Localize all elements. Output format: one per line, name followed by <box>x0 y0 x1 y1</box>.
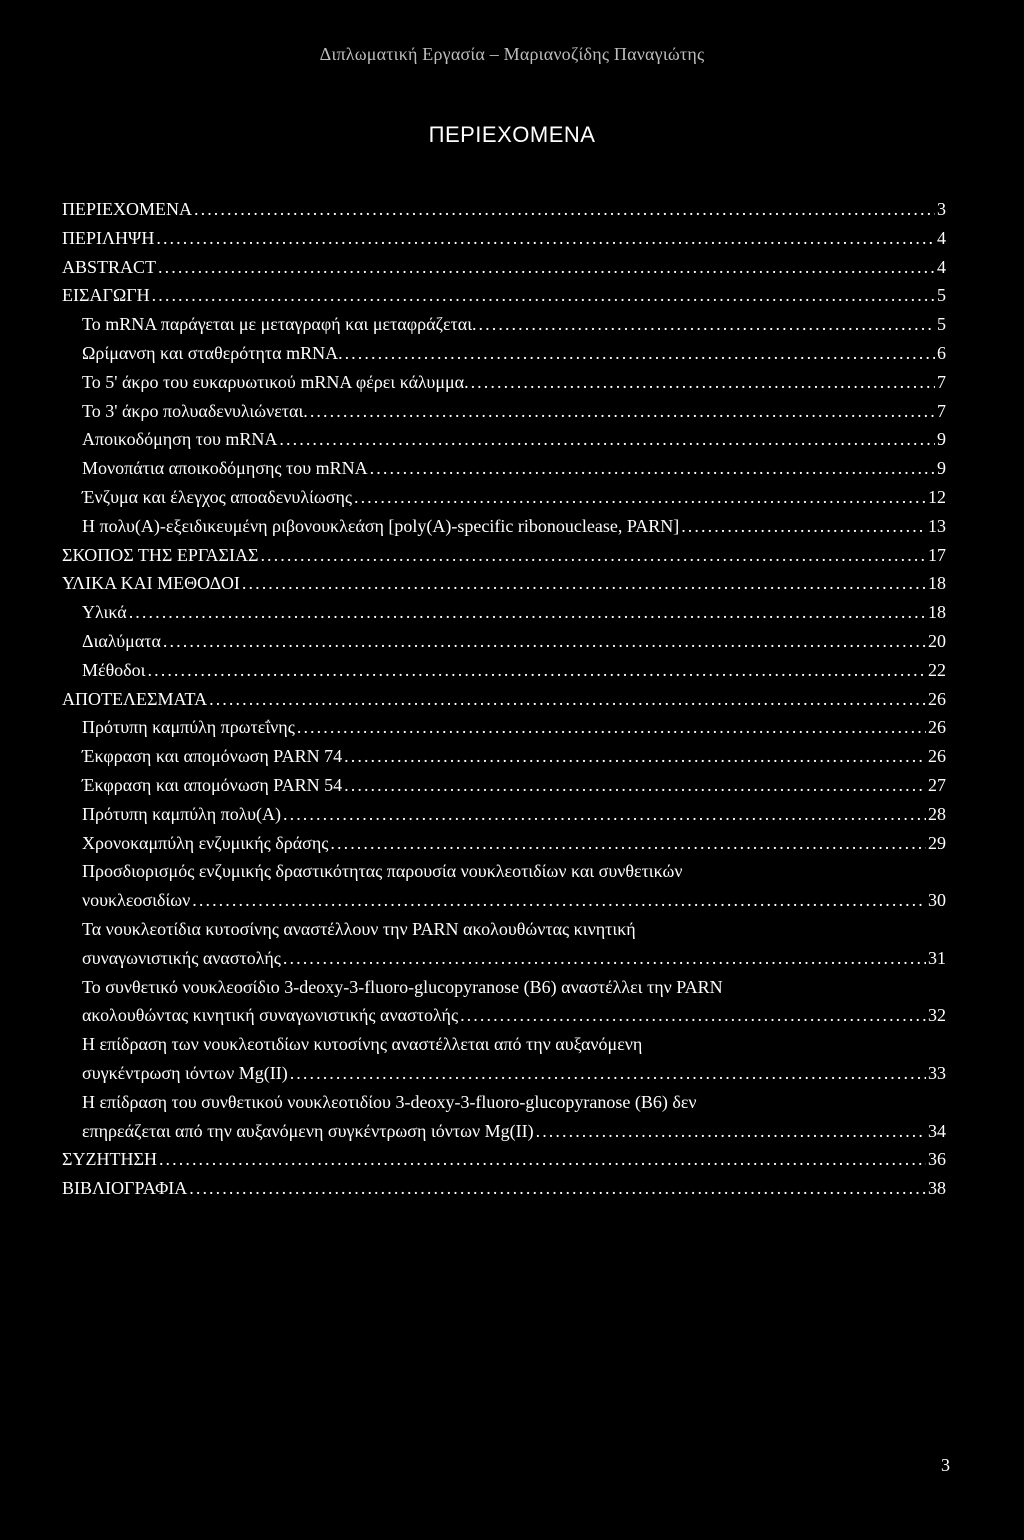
dot-leader <box>242 569 926 598</box>
toc-entry[interactable] <box>62 541 946 570</box>
dot-leader <box>152 281 935 310</box>
toc-entry[interactable] <box>62 569 946 598</box>
toc-entry-label: ΣΚΟΠΟΣ ΤΗΣ ΕΡΓΑΣΙΑΣ <box>62 544 259 565</box>
toc-entry-label: συναγωνιστικής αναστολής <box>82 947 281 968</box>
toc-entry-page: 20 <box>928 630 946 651</box>
toc-entry-label: Πρότυπη καμπύλη πολυ(Α) <box>82 803 281 824</box>
dot-leader <box>148 656 926 685</box>
dot-leader <box>681 512 926 541</box>
toc-entry-label: Μονοπάτια αποικοδόμησης του mRNA <box>82 458 368 479</box>
dot-leader <box>194 195 935 224</box>
toc-entry[interactable] <box>62 800 946 829</box>
toc-entry-label: επηρεάζεται από την αυξανόμενη συγκέντρωση ιόντων Mg(II) <box>82 1120 534 1141</box>
dot-leader <box>460 1001 926 1030</box>
dot-leader <box>209 685 926 714</box>
toc-entry-page: 13 <box>928 515 946 536</box>
toc-entry[interactable] <box>62 281 946 310</box>
toc-entry-page: 9 <box>937 429 946 450</box>
toc-entry-label: Διαλύματα <box>82 630 161 651</box>
table-of-contents <box>62 195 946 1203</box>
dot-leader <box>159 1145 926 1174</box>
page-title: ΠΕΡΙΕΧΟΜΕΝΑ <box>428 122 596 147</box>
toc-entry[interactable] <box>62 310 946 339</box>
dot-leader <box>279 425 935 454</box>
dot-leader <box>310 397 935 426</box>
toc-entry[interactable] <box>62 656 946 685</box>
toc-entry-label: ακολουθώντας κινητική συναγωνιστικής αναστολής <box>82 1005 459 1026</box>
toc-entry[interactable] <box>62 713 946 742</box>
dot-leader <box>283 944 926 973</box>
toc-entry-label: Ένζυμα και έλεγχος αποαδενυλίωσης <box>82 486 352 507</box>
toc-entry[interactable] <box>62 915 946 973</box>
toc-entry[interactable] <box>62 1030 946 1088</box>
toc-entry-label: ΣΥΖΗΤΗΣΗ <box>62 1149 157 1170</box>
toc-entry-page: 33 <box>928 1062 946 1083</box>
toc-entry-label: Έκφραση και απομόνωση PARN 54 <box>82 774 343 795</box>
toc-entry-page: 26 <box>928 746 946 767</box>
toc-entry[interactable] <box>62 1088 946 1146</box>
toc-entry-label: ΑΠΟΤΕΛΕΣΜΑΤΑ <box>62 688 208 709</box>
toc-entry-page: 34 <box>928 1120 946 1141</box>
toc-entry-label: ΥΛΙΚΑ ΚΑΙ ΜΕΘΟΔΟΙ <box>62 573 240 594</box>
toc-entry-page: 22 <box>928 659 946 680</box>
dot-leader <box>156 224 935 253</box>
dot-leader <box>192 886 926 915</box>
toc-entry-page: 26 <box>928 688 946 709</box>
toc-entry-label: Το 5' άκρο του ευκαρυωτικού mRNA φέρει κάλυμμα. <box>82 371 469 392</box>
dot-leader <box>189 1174 926 1203</box>
toc-entry[interactable] <box>62 857 946 915</box>
dot-leader <box>345 339 935 368</box>
toc-entry-page: 26 <box>928 717 946 738</box>
dot-leader <box>344 771 926 800</box>
toc-entry-page: 9 <box>937 458 946 479</box>
toc-entry[interactable] <box>62 742 946 771</box>
toc-entry[interactable] <box>62 195 946 224</box>
dot-leader <box>479 310 935 339</box>
toc-entry[interactable] <box>62 339 946 368</box>
dot-leader <box>158 253 935 282</box>
toc-entry[interactable] <box>62 627 946 656</box>
toc-entry-page: 18 <box>928 602 946 623</box>
dot-leader <box>536 1117 926 1146</box>
dot-leader <box>370 454 935 483</box>
dot-leader <box>260 541 926 570</box>
toc-entry-label: ΠΕΡΙΛΗΨΗ <box>62 227 155 248</box>
toc-entry[interactable] <box>62 973 946 1031</box>
toc-entry-label: ΕΙΣΑΓΩΓΗ <box>62 285 150 306</box>
toc-entry-page: 32 <box>928 1005 946 1026</box>
toc-entry-label: Μέθοδοι <box>82 659 146 680</box>
toc-entry-label: συγκέντρωση ιόντων Mg(II) <box>82 1062 288 1083</box>
toc-entry-label: Έκφραση και απομόνωση PARN 74 <box>82 746 343 767</box>
toc-entry[interactable] <box>62 224 946 253</box>
page-number: 3 <box>941 1455 950 1475</box>
toc-entry-label-first-line: Η επίδραση των νουκλεοτιδίων κυτοσίνης αναστέλλεται από την αυξανόμενη <box>82 1034 643 1055</box>
dot-leader <box>330 829 926 858</box>
toc-entry-label-first-line: Η επίδραση του συνθετικού νουκλεοτιδίου 3-deoxy-3-fluoro-glucopyranose (B6) δεν <box>82 1091 697 1112</box>
toc-entry-label: Πρότυπη καμπύλη πρωτεΐνης <box>82 717 295 738</box>
toc-entry-page: 7 <box>937 400 946 421</box>
toc-entry-label: Η πολυ(Α)-εξειδικευμένη ριβονουκλεάση [poly(A)-specific ribonouclease, PARN] <box>82 515 680 536</box>
dot-leader <box>163 627 926 656</box>
toc-entry[interactable] <box>62 368 946 397</box>
toc-entry[interactable] <box>62 1174 946 1203</box>
toc-entry-label: Ωρίμανση και σταθερότητα mRNA. <box>82 342 343 363</box>
toc-entry-page: 5 <box>937 314 946 335</box>
toc-entry-page: 38 <box>928 1178 946 1199</box>
toc-entry-page: 5 <box>937 285 946 306</box>
toc-entry-label-first-line: Τα νουκλεοτίδια κυτοσίνης αναστέλλουν την PARN ακολουθώντας κινητική <box>82 918 636 939</box>
toc-entry[interactable] <box>62 425 946 454</box>
toc-entry-label: Αποικοδόμηση του mRNA <box>82 429 278 450</box>
toc-entry-label-first-line: Προσδιορισμός ενζυμικής δραστικότητας παρουσία νουκλεοτιδίων και συνθετικών <box>82 861 683 882</box>
toc-entry[interactable] <box>62 253 946 282</box>
toc-entry-label: νουκλεοσιδίων <box>82 890 191 911</box>
toc-entry-label: Το mRNA παράγεται με μεταγραφή και μεταφράζεται. <box>82 314 477 335</box>
dot-leader <box>354 483 926 512</box>
toc-entry-label: Χρονοκαμπύλη ενζυμικής δράσης <box>82 832 329 853</box>
dot-leader <box>283 800 926 829</box>
toc-entry-page: 31 <box>928 947 946 968</box>
toc-entry-page: 27 <box>928 774 946 795</box>
toc-entry[interactable] <box>62 454 946 483</box>
toc-entry-page: 4 <box>937 227 946 248</box>
dot-leader <box>129 598 926 627</box>
toc-entry[interactable] <box>62 483 946 512</box>
running-header: Διπλωματική Εργασία – Μαριανοζίδης Παναγιώτης <box>319 44 705 64</box>
toc-entry-label: ΒΙΒΛΙΟΓΡΑΦΙΑ <box>62 1178 188 1199</box>
toc-entry-page: 28 <box>928 803 946 824</box>
toc-entry-label: Το 3' άκρο πολυαδενυλιώνεται. <box>82 400 308 421</box>
dot-leader <box>471 368 935 397</box>
toc-entry[interactable] <box>62 598 946 627</box>
toc-entry-page: 18 <box>928 573 946 594</box>
toc-entry[interactable] <box>62 512 946 541</box>
dot-leader <box>297 713 926 742</box>
toc-entry[interactable] <box>62 685 946 714</box>
toc-entry-label: ΠΕΡΙΕΧΟΜΕΝΑ <box>62 199 192 219</box>
toc-entry-page: 17 <box>928 544 946 565</box>
toc-entry-label-first-line: Το συνθετικό νουκλεοσίδιο 3-deoxy-3-fluoro-glucopyranose (B6) αναστέλλει την PARN <box>82 976 723 997</box>
toc-entry-page: 36 <box>928 1149 946 1170</box>
toc-entry[interactable] <box>62 397 946 426</box>
toc-entry-page: 4 <box>937 256 946 277</box>
toc-entry-label: Υλικά <box>82 602 127 623</box>
dot-leader <box>344 742 926 771</box>
toc-entry[interactable] <box>62 771 946 800</box>
toc-entry-page: 12 <box>928 486 946 507</box>
toc-entry-page: 6 <box>937 342 946 363</box>
toc-entry-page: 7 <box>937 371 946 392</box>
toc-entry-page: 3 <box>937 199 946 219</box>
toc-entry-page: 30 <box>928 890 946 911</box>
toc-entry[interactable] <box>62 829 946 858</box>
toc-entry[interactable] <box>62 1145 946 1174</box>
toc-entry-page: 29 <box>928 832 946 853</box>
toc-entry-label: ABSTRACT <box>62 256 157 277</box>
dot-leader <box>290 1059 926 1088</box>
